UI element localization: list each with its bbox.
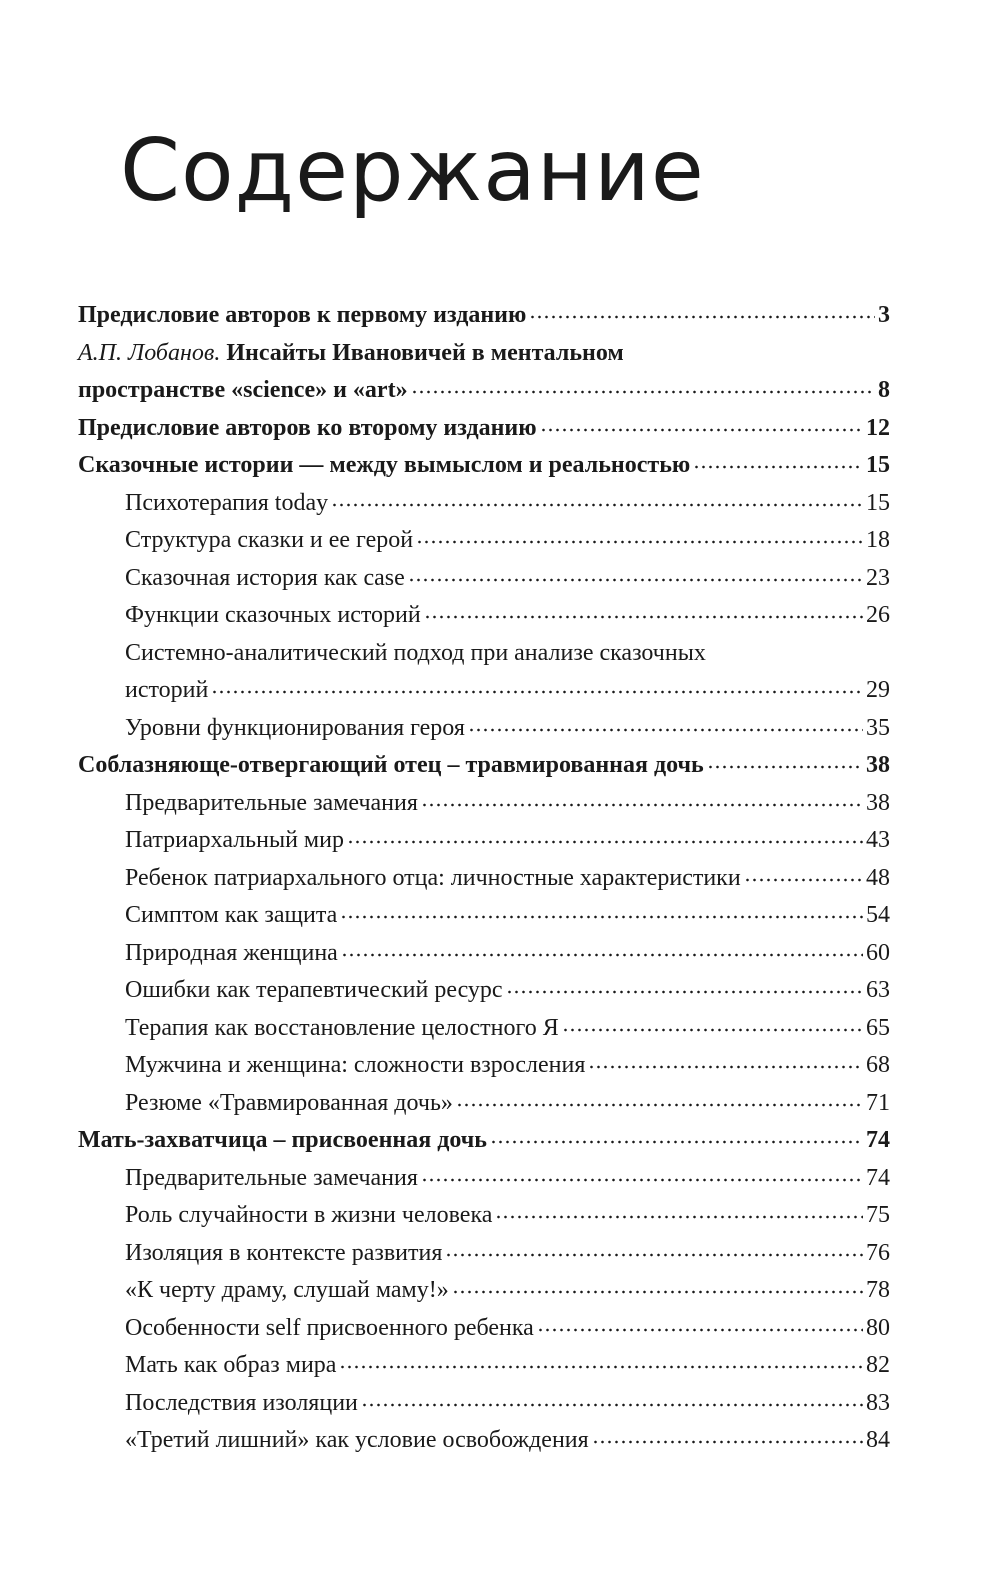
- toc-entry-title: Симптом как защита: [125, 902, 338, 928]
- toc-section-entry[interactable]: [125, 522, 890, 560]
- toc-entry-title: Ребенок патриархального отца: личностные характеристики: [125, 864, 741, 891]
- toc-entry-page-number: 12: [866, 414, 890, 441]
- toc-entry-line[interactable]: [125, 1272, 890, 1310]
- toc-entry-title: Патриархальный мир: [125, 827, 344, 853]
- toc-entry-title: Резюме «Травмированная дочь»: [125, 1089, 453, 1116]
- toc-entry-page-number: 74: [866, 1164, 890, 1191]
- dot-leader: [495, 1195, 863, 1219]
- toc-entry-title: Сказочная история как case: [125, 564, 405, 591]
- toc-entry-title: Функции сказочных историй: [125, 602, 421, 628]
- dot-leader: [456, 1083, 863, 1107]
- toc-section-entry[interactable]: [125, 1010, 890, 1048]
- toc-entry-page-number: 75: [866, 1202, 890, 1228]
- toc-entry-line[interactable]: [78, 297, 890, 335]
- toc-entry-title: «К черту драму, слушай маму!»: [125, 1277, 449, 1303]
- toc-entry-page-number: 65: [866, 1014, 890, 1041]
- toc-entry-title: Мужчина и женщина: сложности взросления: [125, 1052, 586, 1078]
- dot-leader: [506, 970, 863, 994]
- toc-section-entry[interactable]: [125, 710, 890, 748]
- table-of-contents: [78, 297, 890, 1460]
- toc-entry-line[interactable]: [125, 785, 890, 823]
- toc-entry-first-line: [78, 335, 890, 373]
- toc-chapter-entry[interactable]: [78, 410, 890, 448]
- toc-entry-title: Предварительные замечания: [125, 1164, 418, 1191]
- dot-leader: [424, 595, 863, 619]
- toc-entry-line[interactable]: [125, 1347, 890, 1385]
- toc-entry-page-number: 84: [866, 1427, 890, 1453]
- toc-entry-title: Предисловие авторов ко второму изданию: [78, 414, 537, 441]
- toc-entry-title-line1: Системно-аналитический подход при анализе сказочных: [125, 639, 706, 666]
- toc-section-entry[interactable]: [125, 1422, 890, 1460]
- toc-chapter-entry[interactable]: [78, 447, 890, 485]
- toc-entry-line[interactable]: [78, 410, 890, 448]
- dot-leader: [693, 445, 863, 469]
- toc-entry-title-line1: Инсайты Ивановичей в ментальном: [226, 339, 624, 366]
- dot-leader: [452, 1270, 863, 1294]
- toc-section-entry[interactable]: [125, 1235, 890, 1273]
- dot-leader: [537, 1308, 863, 1332]
- dot-leader: [341, 933, 863, 957]
- toc-section-entry[interactable]: [125, 1047, 890, 1085]
- toc-section-entry[interactable]: [125, 785, 890, 823]
- toc-entry-line[interactable]: [125, 1310, 890, 1348]
- toc-entry-page-number: 83: [866, 1389, 890, 1416]
- toc-entry-page-number: 15: [866, 452, 890, 478]
- toc-entry-title: Роль случайности в жизни человека: [125, 1202, 493, 1228]
- toc-entry-title: Предисловие авторов к первому изданию: [78, 302, 527, 328]
- toc-section-entry[interactable]: [125, 485, 890, 523]
- toc-entry-title: Структура сказки и ее герой: [125, 527, 414, 553]
- dot-leader: [347, 820, 863, 844]
- toc-entry-line[interactable]: [125, 485, 890, 523]
- toc-entry-line[interactable]: [125, 1197, 890, 1235]
- toc-entry-title: историй: [125, 677, 209, 703]
- dot-leader: [361, 1383, 863, 1407]
- toc-entry-page-number: 43: [866, 827, 890, 853]
- toc-entry-line[interactable]: [125, 935, 890, 973]
- toc-entry-title: пространстве «science» и «art»: [78, 377, 408, 403]
- dot-leader: [421, 783, 863, 807]
- toc-entry-page-number: 68: [866, 1052, 890, 1078]
- toc-entry-line[interactable]: [125, 560, 890, 598]
- toc-section-entry[interactable]: [125, 1347, 890, 1385]
- toc-section-entry[interactable]: [125, 897, 890, 935]
- toc-entry-line[interactable]: [125, 897, 890, 935]
- toc-entry-page-number: 8: [878, 377, 890, 403]
- toc-entry-page-number: 26: [866, 602, 890, 628]
- toc-entry-line[interactable]: [125, 597, 890, 635]
- toc-entry-page-number: 80: [866, 1314, 890, 1341]
- dot-leader: [588, 1045, 863, 1069]
- dot-leader: [562, 1008, 863, 1032]
- toc-section-entry[interactable]: [125, 822, 890, 860]
- dot-leader: [416, 520, 863, 544]
- toc-entry-line[interactable]: [125, 822, 890, 860]
- toc-entry-page-number: 23: [866, 564, 890, 591]
- toc-entry-page-number: 60: [866, 939, 890, 966]
- toc-chapter-entry[interactable]: [78, 1122, 890, 1160]
- toc-entry-title: Ошибки как терапевтический ресурс: [125, 977, 503, 1003]
- toc-entry-page-number: 48: [866, 864, 890, 891]
- dot-leader: [421, 1158, 863, 1182]
- toc-entry-title: «Третий лишний» как условие освобождения: [125, 1427, 589, 1453]
- toc-section-entry[interactable]: [125, 1197, 890, 1235]
- toc-entry-line[interactable]: [125, 860, 890, 898]
- toc-entry-page-number: 82: [866, 1352, 890, 1378]
- toc-entry-title: Мать-захватчица – присвоенная дочь: [78, 1127, 487, 1153]
- dot-leader: [744, 858, 863, 882]
- toc-entry-title: Уровни функционирования героя: [125, 714, 465, 741]
- toc-entry-page-number: 76: [866, 1239, 890, 1266]
- toc-entry-line[interactable]: [78, 447, 890, 485]
- toc-entry-line[interactable]: [125, 672, 890, 710]
- toc-entry-line[interactable]: [125, 972, 890, 1010]
- page-title: Содержание: [120, 121, 705, 221]
- dot-leader: [529, 295, 875, 319]
- dot-leader: [707, 745, 863, 769]
- toc-entry-title: Особенности self присвоенного ребенка: [125, 1314, 534, 1341]
- toc-entry-page-number: 71: [866, 1089, 890, 1116]
- toc-entry-title: Последствия изоляции: [125, 1389, 358, 1416]
- toc-entry-line[interactable]: [125, 1385, 890, 1423]
- toc-entry-page-number: 29: [866, 677, 890, 703]
- dot-leader: [445, 1233, 863, 1257]
- toc-chapter-entry[interactable]: [78, 747, 890, 785]
- dot-leader: [592, 1420, 863, 1444]
- toc-entry-line[interactable]: [125, 1235, 890, 1273]
- toc-entry-line[interactable]: [78, 372, 890, 410]
- toc-entry-page-number: 3: [878, 302, 890, 328]
- toc-section-entry[interactable]: [125, 1310, 890, 1348]
- toc-entry-title: Предварительные замечания: [125, 789, 418, 816]
- dot-leader: [468, 708, 863, 732]
- toc-entry-page-number: 38: [866, 752, 890, 778]
- toc-section-entry[interactable]: [125, 597, 890, 635]
- toc-section-entry[interactable]: [125, 860, 890, 898]
- toc-section-entry[interactable]: [125, 1385, 890, 1423]
- toc-entry-line[interactable]: [125, 1047, 890, 1085]
- dot-leader: [211, 670, 863, 694]
- toc-section-entry[interactable]: [125, 635, 890, 710]
- toc-entry-author: А.П. Лобанов.: [78, 339, 221, 366]
- dot-leader: [340, 895, 863, 919]
- toc-entry-line[interactable]: [125, 522, 890, 560]
- toc-entry-title: Мать как образ мира: [125, 1352, 337, 1378]
- toc-entry-line[interactable]: [125, 1085, 890, 1123]
- dot-leader: [408, 558, 863, 582]
- toc-entry-title: Психотерапия today: [125, 489, 329, 516]
- dot-leader: [490, 1120, 863, 1144]
- dot-leader: [411, 370, 875, 394]
- dot-leader: [540, 408, 863, 432]
- toc-chapter-entry[interactable]: [78, 335, 890, 410]
- toc-entry-title: Природная женщина: [125, 939, 338, 966]
- toc-entry-page-number: 54: [866, 902, 890, 928]
- toc-entry-page-number: 74: [866, 1127, 890, 1153]
- toc-section-entry[interactable]: [125, 1272, 890, 1310]
- toc-entry-page-number: 78: [866, 1277, 890, 1303]
- toc-entry-line[interactable]: [125, 1010, 890, 1048]
- toc-section-entry[interactable]: [125, 560, 890, 598]
- toc-entry-title: Соблазняюще-отвергающий отец – травмированная дочь: [78, 752, 704, 778]
- toc-entry-title: Сказочные истории — между вымыслом и реальностью: [78, 452, 691, 478]
- toc-entry-line[interactable]: [125, 710, 890, 748]
- toc-entry-page-number: 63: [866, 977, 890, 1003]
- toc-entry-page-number: 38: [866, 789, 890, 816]
- toc-section-entry[interactable]: [125, 1085, 890, 1123]
- toc-entry-page-number: 15: [866, 489, 890, 516]
- toc-entry-line[interactable]: [78, 747, 890, 785]
- toc-entry-title: Изоляция в контексте развития: [125, 1239, 443, 1266]
- toc-section-entry[interactable]: [125, 972, 890, 1010]
- dot-leader: [339, 1345, 863, 1369]
- toc-entry-line[interactable]: [78, 1122, 890, 1160]
- toc-entry-title: Терапия как восстановление целостного Я: [125, 1014, 559, 1041]
- toc-section-entry[interactable]: [125, 935, 890, 973]
- toc-entry-page-number: 18: [866, 527, 890, 553]
- toc-entry-first-line: [125, 635, 890, 673]
- toc-section-entry[interactable]: [125, 1160, 890, 1198]
- dot-leader: [331, 483, 863, 507]
- toc-entry-page-number: 35: [866, 714, 890, 741]
- toc-entry-line[interactable]: [125, 1160, 890, 1198]
- toc-entry-line[interactable]: [125, 1422, 890, 1460]
- toc-chapter-entry[interactable]: [78, 297, 890, 335]
